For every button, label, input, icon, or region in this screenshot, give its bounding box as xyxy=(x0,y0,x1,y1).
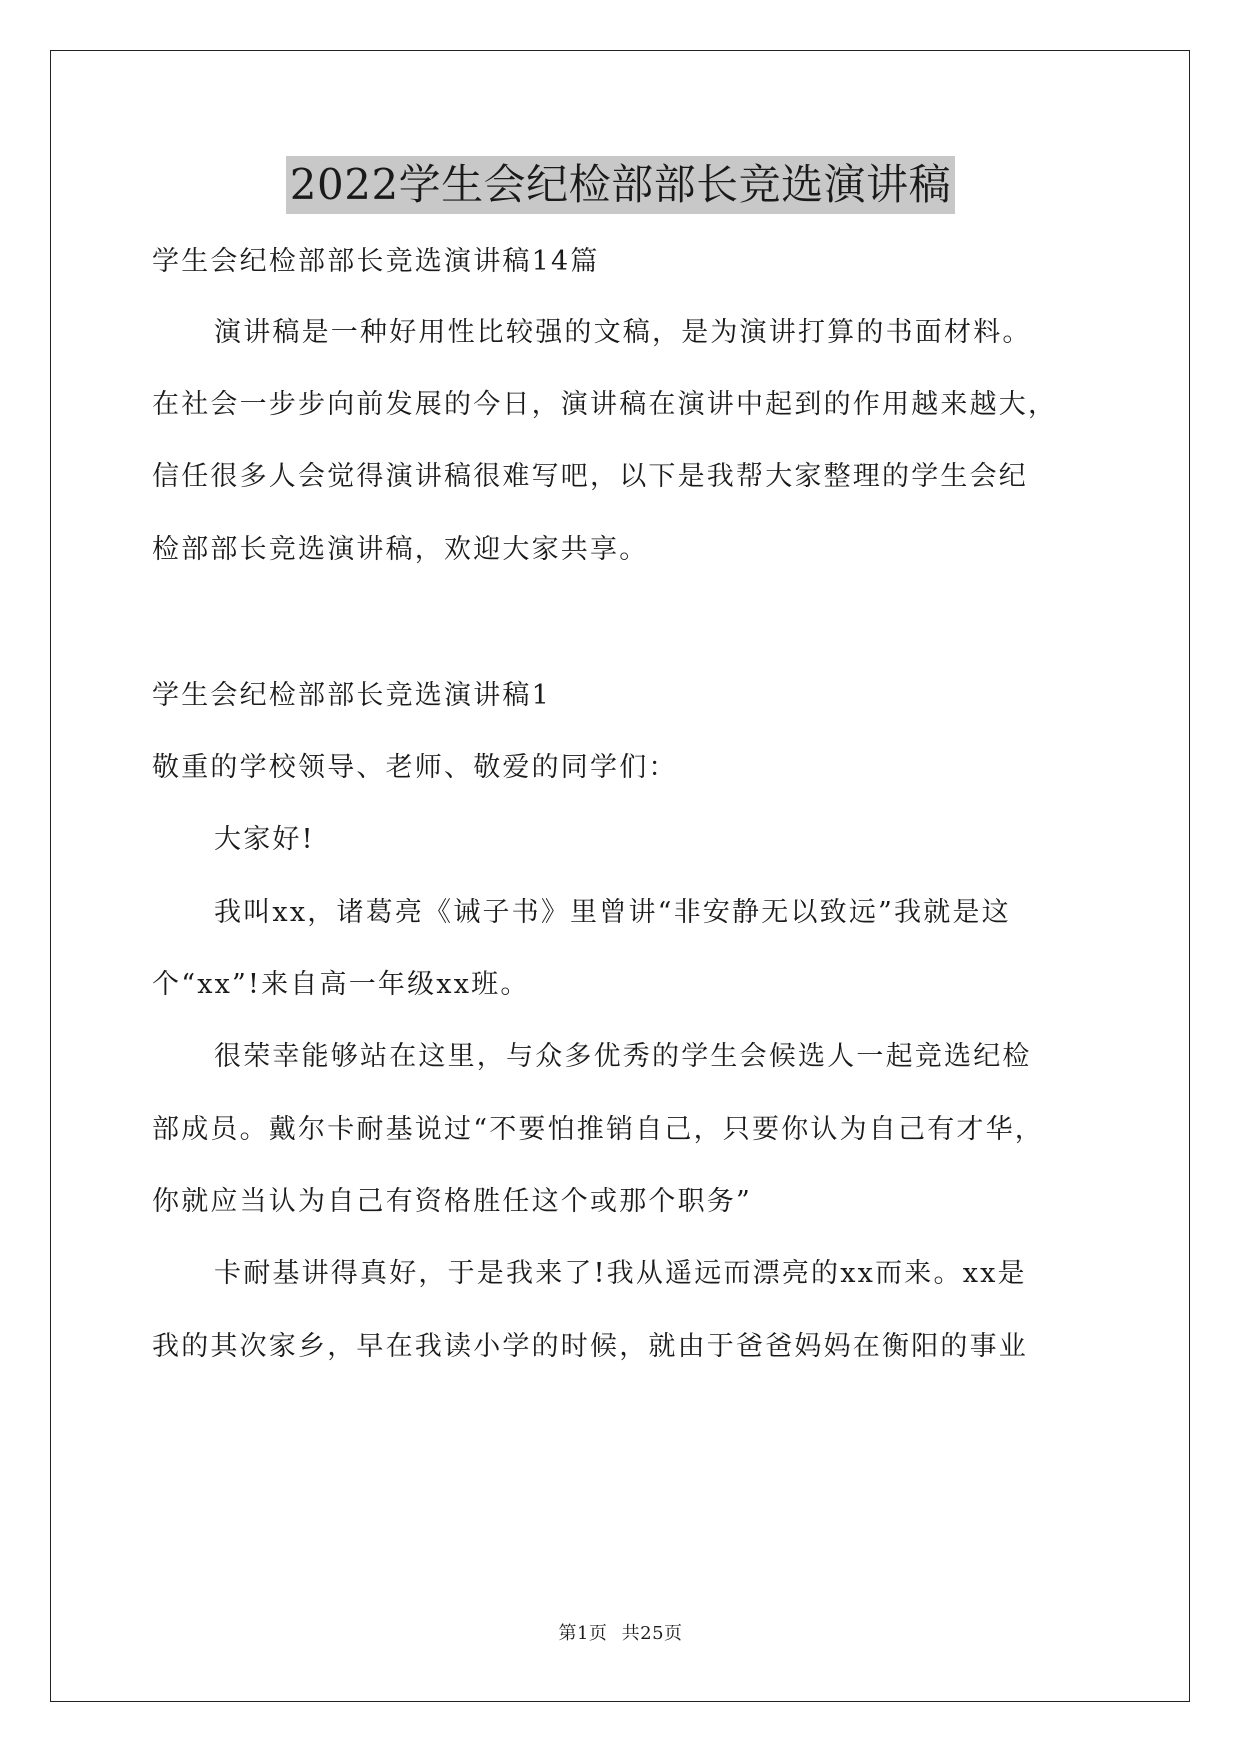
body-paragraph-line: 部成员。戴尔卡耐基说过“不要怕推销自己，只要你认为自己有才华， xyxy=(152,1114,1045,1145)
body-paragraph-line: 我叫xx，诸葛亮《诫子书》里曾讲“非安静无以致远”我就是这 xyxy=(214,897,1011,928)
body-paragraph-line: 卡耐基讲得真好，于是我来了!我从遥远而漂亮的xx而来。xx是 xyxy=(214,1258,1027,1289)
page-number: 第1页 xyxy=(558,1623,608,1644)
intro-paragraph-line: 在社会一步步向前发展的今日，演讲稿在演讲中起到的作用越来越大， xyxy=(152,389,1058,420)
intro-paragraph-line: 检部部长竞选演讲稿，欢迎大家共享。 xyxy=(152,534,649,565)
salutation-line: 敬重的学校领导、老师、敬爱的同学们： xyxy=(152,752,678,783)
page-footer xyxy=(0,1622,1241,1646)
page-border xyxy=(50,50,1190,1702)
body-paragraph-line: 很荣幸能够站在这里，与众多优秀的学生会候选人一起竞选纪检 xyxy=(214,1041,1032,1072)
body-paragraph-line: 我的其次家乡，早在我读小学的时候，就由于爸爸妈妈在衡阳的事业 xyxy=(152,1331,1028,1362)
subtitle-line: 学生会纪检部部长竞选演讲稿14篇 xyxy=(152,246,600,277)
section-heading: 学生会纪检部部长竞选演讲稿1 xyxy=(152,680,551,711)
title-container xyxy=(0,156,1241,214)
page-total: 共25页 xyxy=(621,1623,683,1644)
intro-paragraph-line: 演讲稿是一种好用性比较强的文稿，是为演讲打算的书面材料。 xyxy=(214,317,1032,348)
intro-paragraph-line: 信任很多人会觉得演讲稿很难写吧，以下是我帮大家整理的学生会纪 xyxy=(152,461,1028,492)
document-title: 2022学生会纪检部部长竞选演讲稿 xyxy=(286,156,955,214)
body-paragraph-line: 你就应当认为自己有资格胜任这个或那个职务” xyxy=(152,1186,753,1217)
body-paragraph-line: 个“xx”!来自高一年级xx班。 xyxy=(152,969,530,1000)
greeting-line: 大家好! xyxy=(214,824,315,855)
